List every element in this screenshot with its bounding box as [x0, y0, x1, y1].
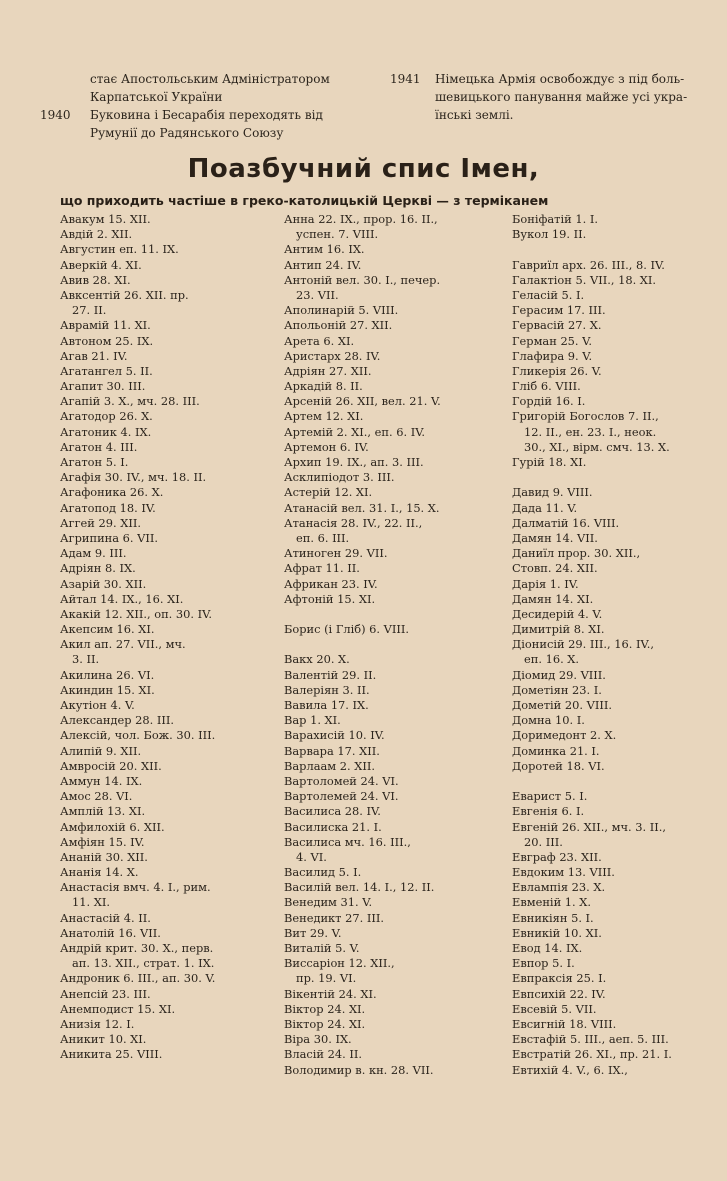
name-entry: Вукол 19. II.	[512, 227, 587, 242]
name-entry: Александер 28. III.	[60, 713, 175, 728]
name-entry: Авдій 2. XII.	[60, 227, 133, 242]
name-entry: Андрій крит. 30. X., перв.	[60, 941, 214, 955]
name-entry: Акакій 12. XII., оп. 30. IV.	[60, 606, 212, 621]
name-entry: Віра 30. IX.	[284, 1032, 352, 1047]
name-entry: Даниїл прор. 30. XII.,	[512, 546, 641, 561]
name-entry: Артемон 6. IV.	[284, 439, 369, 454]
name-entry-continuation: пр. 19. VI.	[296, 971, 357, 986]
name-entry: Валеріян 3. II.	[284, 682, 370, 697]
name-entry: Гордій 16. I.	[512, 394, 586, 409]
name-entry: Афрат 11. II.	[284, 561, 360, 576]
name-entry: Анепсій 23. III.	[60, 986, 151, 1001]
section-gap	[284, 607, 494, 622]
name-entry: Евпсихій 22. IV.	[512, 986, 606, 1001]
name-entry: Анемподист 15. XI.	[60, 1001, 176, 1016]
name-entry-continuation: 23. VII.	[296, 287, 339, 302]
name-entry: Автоном 25. IX.	[60, 333, 154, 348]
names-column-2	[284, 212, 494, 1078]
name-entry: Димитрій 8. XI.	[512, 622, 605, 637]
name-entry-continuation: еп. 6. III.	[296, 530, 350, 545]
name-entry: Діонисій 29. III., 16. IV.,	[512, 637, 654, 652]
name-entry: Вавила 17. IX.	[284, 698, 369, 712]
name-entry: Давид 9. VIII.	[512, 485, 593, 500]
name-entry: Евгеній 26. XII., мч. 3. II.,	[512, 819, 666, 834]
name-entry: Дометій 20. VIII.	[512, 698, 612, 712]
name-entry: Анатолій 16. VII.	[60, 925, 161, 940]
name-entry: Азарій 30. XII.	[60, 576, 147, 591]
name-entry: Анастасій 4. II.	[60, 910, 151, 925]
name-entry: Домна 10. I.	[512, 713, 585, 728]
name-entry: Асклипіодот 3. III.	[284, 470, 395, 485]
name-entry: Адам 9. III.	[60, 546, 127, 561]
name-entry: Апольоній 27. XII.	[284, 318, 393, 333]
name-entry: Григорій Богослов 7. II.,	[512, 409, 659, 424]
name-entry: Гавриїл арх. 26. III., 8. IV.	[512, 257, 665, 272]
name-entry: Авакум 15. XII.	[60, 212, 151, 226]
section-gap	[284, 637, 494, 652]
name-entry-continuation: 30., XI., вірм. смч. 13. X.	[524, 439, 670, 454]
name-entry: Атанасія 28. IV., 22. II.,	[284, 515, 423, 530]
name-entry: Діомид 29. VIII.	[512, 667, 606, 682]
name-entry: Евсевій 5. VII.	[512, 1001, 597, 1016]
name-entry-continuation: 11. XI.	[72, 895, 110, 910]
name-entry: Василиса мч. 16. III.,	[284, 834, 411, 849]
name-entry: Василиса 28. IV.	[284, 804, 381, 819]
name-entry: Агрипина 6. VII.	[60, 530, 158, 545]
name-entry: Венедим 31. V.	[284, 895, 373, 910]
name-entry: Глафира 9. V.	[512, 348, 593, 363]
name-entry: Василид 5. I.	[284, 865, 362, 880]
name-entry: Далматій 16. VIII.	[512, 515, 620, 530]
name-entry: Василій вел. 14. I., 12. II.	[284, 880, 435, 895]
names-column-3	[512, 212, 722, 1078]
name-entry: Евгенія 6. I.	[512, 804, 585, 819]
name-entry: Амвросій 20. XII.	[60, 758, 162, 773]
name-entry: Адріян 27. XII.	[284, 363, 372, 378]
name-entry: Атиноген 29. VII.	[284, 546, 388, 561]
name-entry: Евсигній 18. VIII.	[512, 1016, 617, 1031]
name-entry: Аникит 10. XI.	[60, 1032, 147, 1047]
name-entry: Арета 6. XI.	[284, 333, 355, 348]
name-entry: Евстратій 26. XI., пр. 21. I.	[512, 1047, 672, 1062]
header-line: 1941 Німецька Армія освобождує з під боль-	[390, 72, 685, 86]
header-line: шевицького панування майже усі укра-	[435, 90, 688, 104]
name-entry: Аггей 29. XII.	[60, 515, 141, 530]
name-entry: Антип 24. IV.	[284, 257, 362, 272]
page-subtitle: що приходить частіше в греко-католицькій Церкві — з терміканем	[60, 193, 549, 208]
header-line: їнські землі.	[435, 108, 514, 122]
name-entry: Варвара 17. XII.	[284, 743, 380, 758]
header-line: стає Апостольським Адміністратором	[90, 72, 330, 86]
names-column-1	[60, 212, 270, 1063]
name-entry-continuation: 27. II.	[72, 303, 107, 318]
name-entry-continuation: 20. III.	[524, 834, 563, 849]
name-entry: Валентій 29. II.	[284, 667, 377, 682]
name-entry: Акил ап. 27. VII., мч.	[60, 637, 186, 652]
name-entry: Евстафій 5. III., аеп. 5. III.	[512, 1032, 669, 1047]
name-entry: Віктор 24. XI.	[284, 1001, 366, 1016]
name-entry-continuation: 3. II.	[72, 652, 100, 667]
name-entry: Артем 12. XI.	[284, 409, 364, 424]
name-entry: Володимир в. кн. 28. VII.	[284, 1062, 434, 1077]
page-title: Поазбучний спис Імен,	[187, 154, 540, 184]
name-entry: Ананія 14. X.	[60, 865, 139, 880]
name-entry: Доротей 18. VI.	[512, 758, 605, 773]
name-entry: Вит 29. V.	[284, 925, 342, 940]
section-gap	[512, 242, 722, 257]
name-entry-continuation: еп. 16. X.	[524, 652, 580, 667]
section-gap	[512, 470, 722, 485]
name-entry: Аникита 25. VIII.	[60, 1047, 163, 1062]
name-entry: Евпраксія 25. I.	[512, 971, 607, 986]
name-entry: Антим 16. IX.	[284, 242, 365, 257]
name-entry: Венедикт 27. III.	[284, 910, 384, 925]
name-entry: Африкан 23. IV.	[284, 576, 378, 591]
name-entry: Евменій 1. X.	[512, 895, 591, 910]
name-entry: Андроник 6. III., ап. 30. V.	[60, 971, 216, 986]
name-entry: Агатон 5. I.	[60, 455, 129, 469]
name-entry: Варлаам 2. XII.	[284, 758, 375, 773]
name-entry: Амплій 13. XI.	[60, 804, 146, 819]
name-entry: Агафоника 26. X.	[60, 485, 164, 500]
header-left-block	[40, 70, 430, 142]
name-entry: Адріян 8. IX.	[60, 561, 136, 576]
name-entry: Евлампія 23. X.	[512, 880, 606, 895]
name-entry: Дометіян 23. I.	[512, 682, 602, 697]
name-entry: Гелaсій 5. I.	[512, 287, 585, 302]
name-entry: Агав 21. IV.	[60, 348, 128, 363]
name-entry: Евод 14. IX.	[512, 941, 583, 955]
name-entry: Антоній вел. 30. I., печер.	[284, 272, 441, 287]
name-entry: Вартолемей 24. VI.	[284, 789, 399, 804]
name-entry: Айтал 14. IX., 16. XI.	[60, 591, 184, 606]
name-entry: Гурій 18. XI.	[512, 455, 587, 469]
name-entry: Агапій 3. X., мч. 28. III.	[60, 394, 200, 409]
name-entry: Акиндин 15. XI.	[60, 682, 155, 697]
name-entry: Агафія 30. IV., мч. 18. II.	[60, 470, 207, 485]
name-entry: Амфилохій 6. XII.	[60, 819, 165, 834]
header-right-block	[390, 70, 710, 124]
name-entry: Аристарх 28. IV.	[284, 348, 381, 363]
header-chronology	[40, 70, 710, 140]
name-entry: Василиска 21. I.	[284, 819, 382, 834]
name-entry: Галактіон 5. VII., 18. XI.	[512, 272, 657, 287]
name-entry-continuation: 4. VI.	[296, 849, 327, 864]
name-entry: Авив 28. XI.	[60, 272, 131, 287]
name-entry: Амос 28. VI.	[60, 789, 133, 804]
name-entry: Евникій 10. XI.	[512, 925, 602, 940]
name-entry: Аркадій 8. II.	[284, 379, 363, 394]
name-entry: Акутіон 4. V.	[60, 698, 135, 712]
name-entry: Гервасій 27. X.	[512, 318, 602, 333]
name-entry: Стовп. 24. XII.	[512, 561, 598, 576]
name-entry: Герман 25. V.	[512, 333, 593, 348]
name-entry: Амфіян 15. IV.	[60, 834, 145, 849]
header-line: Румунії до Радянського Союзу	[90, 126, 284, 140]
name-entry: Виссаріон 12. XII.,	[284, 956, 395, 971]
name-entry: Алексій, чол. Бож. 30. III.	[60, 728, 216, 743]
header-line: Карпатської України	[90, 90, 223, 104]
name-entry: Агатопод 18. IV.	[60, 500, 156, 515]
name-entry: Віктор 24. XI.	[284, 1016, 366, 1031]
name-entry: Астерій 12. XI.	[284, 485, 373, 500]
name-entry: Боніфатій 1. I.	[512, 212, 598, 226]
name-entry: Артемій 2. XI., еп. 6. IV.	[284, 424, 426, 439]
name-entry: Агатангел 5. II.	[60, 363, 153, 378]
name-entry: Евдоким 13. VIII.	[512, 865, 615, 880]
name-entry: Дада 11. V.	[512, 500, 578, 515]
name-entry: Акилина 26. VI.	[60, 667, 155, 682]
name-entry: Агапит 30. III.	[60, 379, 146, 394]
name-entry: Аврамій 11. XI.	[60, 318, 151, 333]
name-entry: Анна 22. IX., прор. 16. II.,	[284, 212, 438, 226]
name-entry: Авгуcтин еп. 11. IX.	[60, 242, 179, 257]
name-entry: Евникіян 5. I.	[512, 910, 594, 925]
name-entry: Анизія 12. I.	[60, 1016, 135, 1031]
name-entry: Алипій 9. XII.	[60, 743, 142, 758]
name-entry: Агатон 4. III.	[60, 439, 138, 454]
name-entry: Варахисій 10. IV.	[284, 728, 385, 743]
name-entry: Гликерія 26. V.	[512, 363, 602, 378]
name-entry: Акепсим 16. XI.	[60, 622, 155, 637]
name-entry: Атанасій вел. 31. I., 15. X.	[284, 500, 440, 515]
name-entry: Архип 19. IX., ап. 3. III.	[284, 455, 424, 469]
name-entry: Борис (і Гліб) 6. VIII.	[284, 622, 409, 637]
name-entry: Аммун 14. IX.	[60, 773, 143, 788]
name-entry: Агатоник 4. IX.	[60, 424, 152, 439]
name-entry: Гліб 6. VIII.	[512, 379, 581, 394]
name-entry: Афтоній 15. XI.	[284, 591, 376, 606]
name-entry: Доримедонт 2. X.	[512, 728, 617, 743]
name-entry: Дарія 1. IV.	[512, 576, 579, 591]
name-entry: Герасим 17. III.	[512, 303, 606, 318]
name-entry-continuation: успен. 7. VIII.	[296, 227, 379, 242]
name-entry: Дамян 14. XI.	[512, 591, 594, 606]
name-entry: Вікентій 24. XI.	[284, 986, 377, 1001]
name-entry-continuation: 12. II., ен. 23. I., неок.	[524, 424, 657, 439]
name-entry: Агатодор 26. X.	[60, 409, 153, 424]
name-entry: Еварист 5. I.	[512, 789, 588, 804]
name-entry: Вар 1. XI.	[284, 713, 341, 728]
name-entry: Авксентій 26. XII. пр.	[60, 287, 189, 302]
name-entry: Десидерій 4. V.	[512, 606, 603, 621]
name-entry: Анастасія вмч. 4. I., рим.	[60, 880, 211, 895]
name-entry: Виталій 5. V.	[284, 941, 360, 955]
name-entry: Вакх 20. X.	[284, 652, 350, 667]
header-line: 1940 Буковина і Бесарабія переходять від	[40, 108, 323, 122]
name-entry: Евграф 23. XII.	[512, 849, 602, 864]
name-entry: Дамян 14. VII.	[512, 530, 598, 545]
name-entry: Арсеній 26. XII, вел. 21. V.	[284, 394, 441, 409]
name-entry: Евтихій 4. V., 6. IX.,	[512, 1062, 628, 1077]
section-gap	[512, 774, 722, 789]
name-entry: Аполинарій 5. VIII.	[284, 303, 399, 318]
name-entry: Ананій 30. XII.	[60, 849, 148, 864]
name-entry: Доминка 21. I.	[512, 743, 600, 758]
name-entry: Евпор 5. I.	[512, 956, 575, 971]
name-entry: Вартоломей 24. VI.	[284, 773, 399, 788]
name-entry: Власій 24. II.	[284, 1047, 362, 1062]
name-entry: Аверкій 4. XI.	[60, 257, 142, 272]
name-entry-continuation: ап. 13. XII., страт. 1. IX.	[72, 956, 215, 971]
